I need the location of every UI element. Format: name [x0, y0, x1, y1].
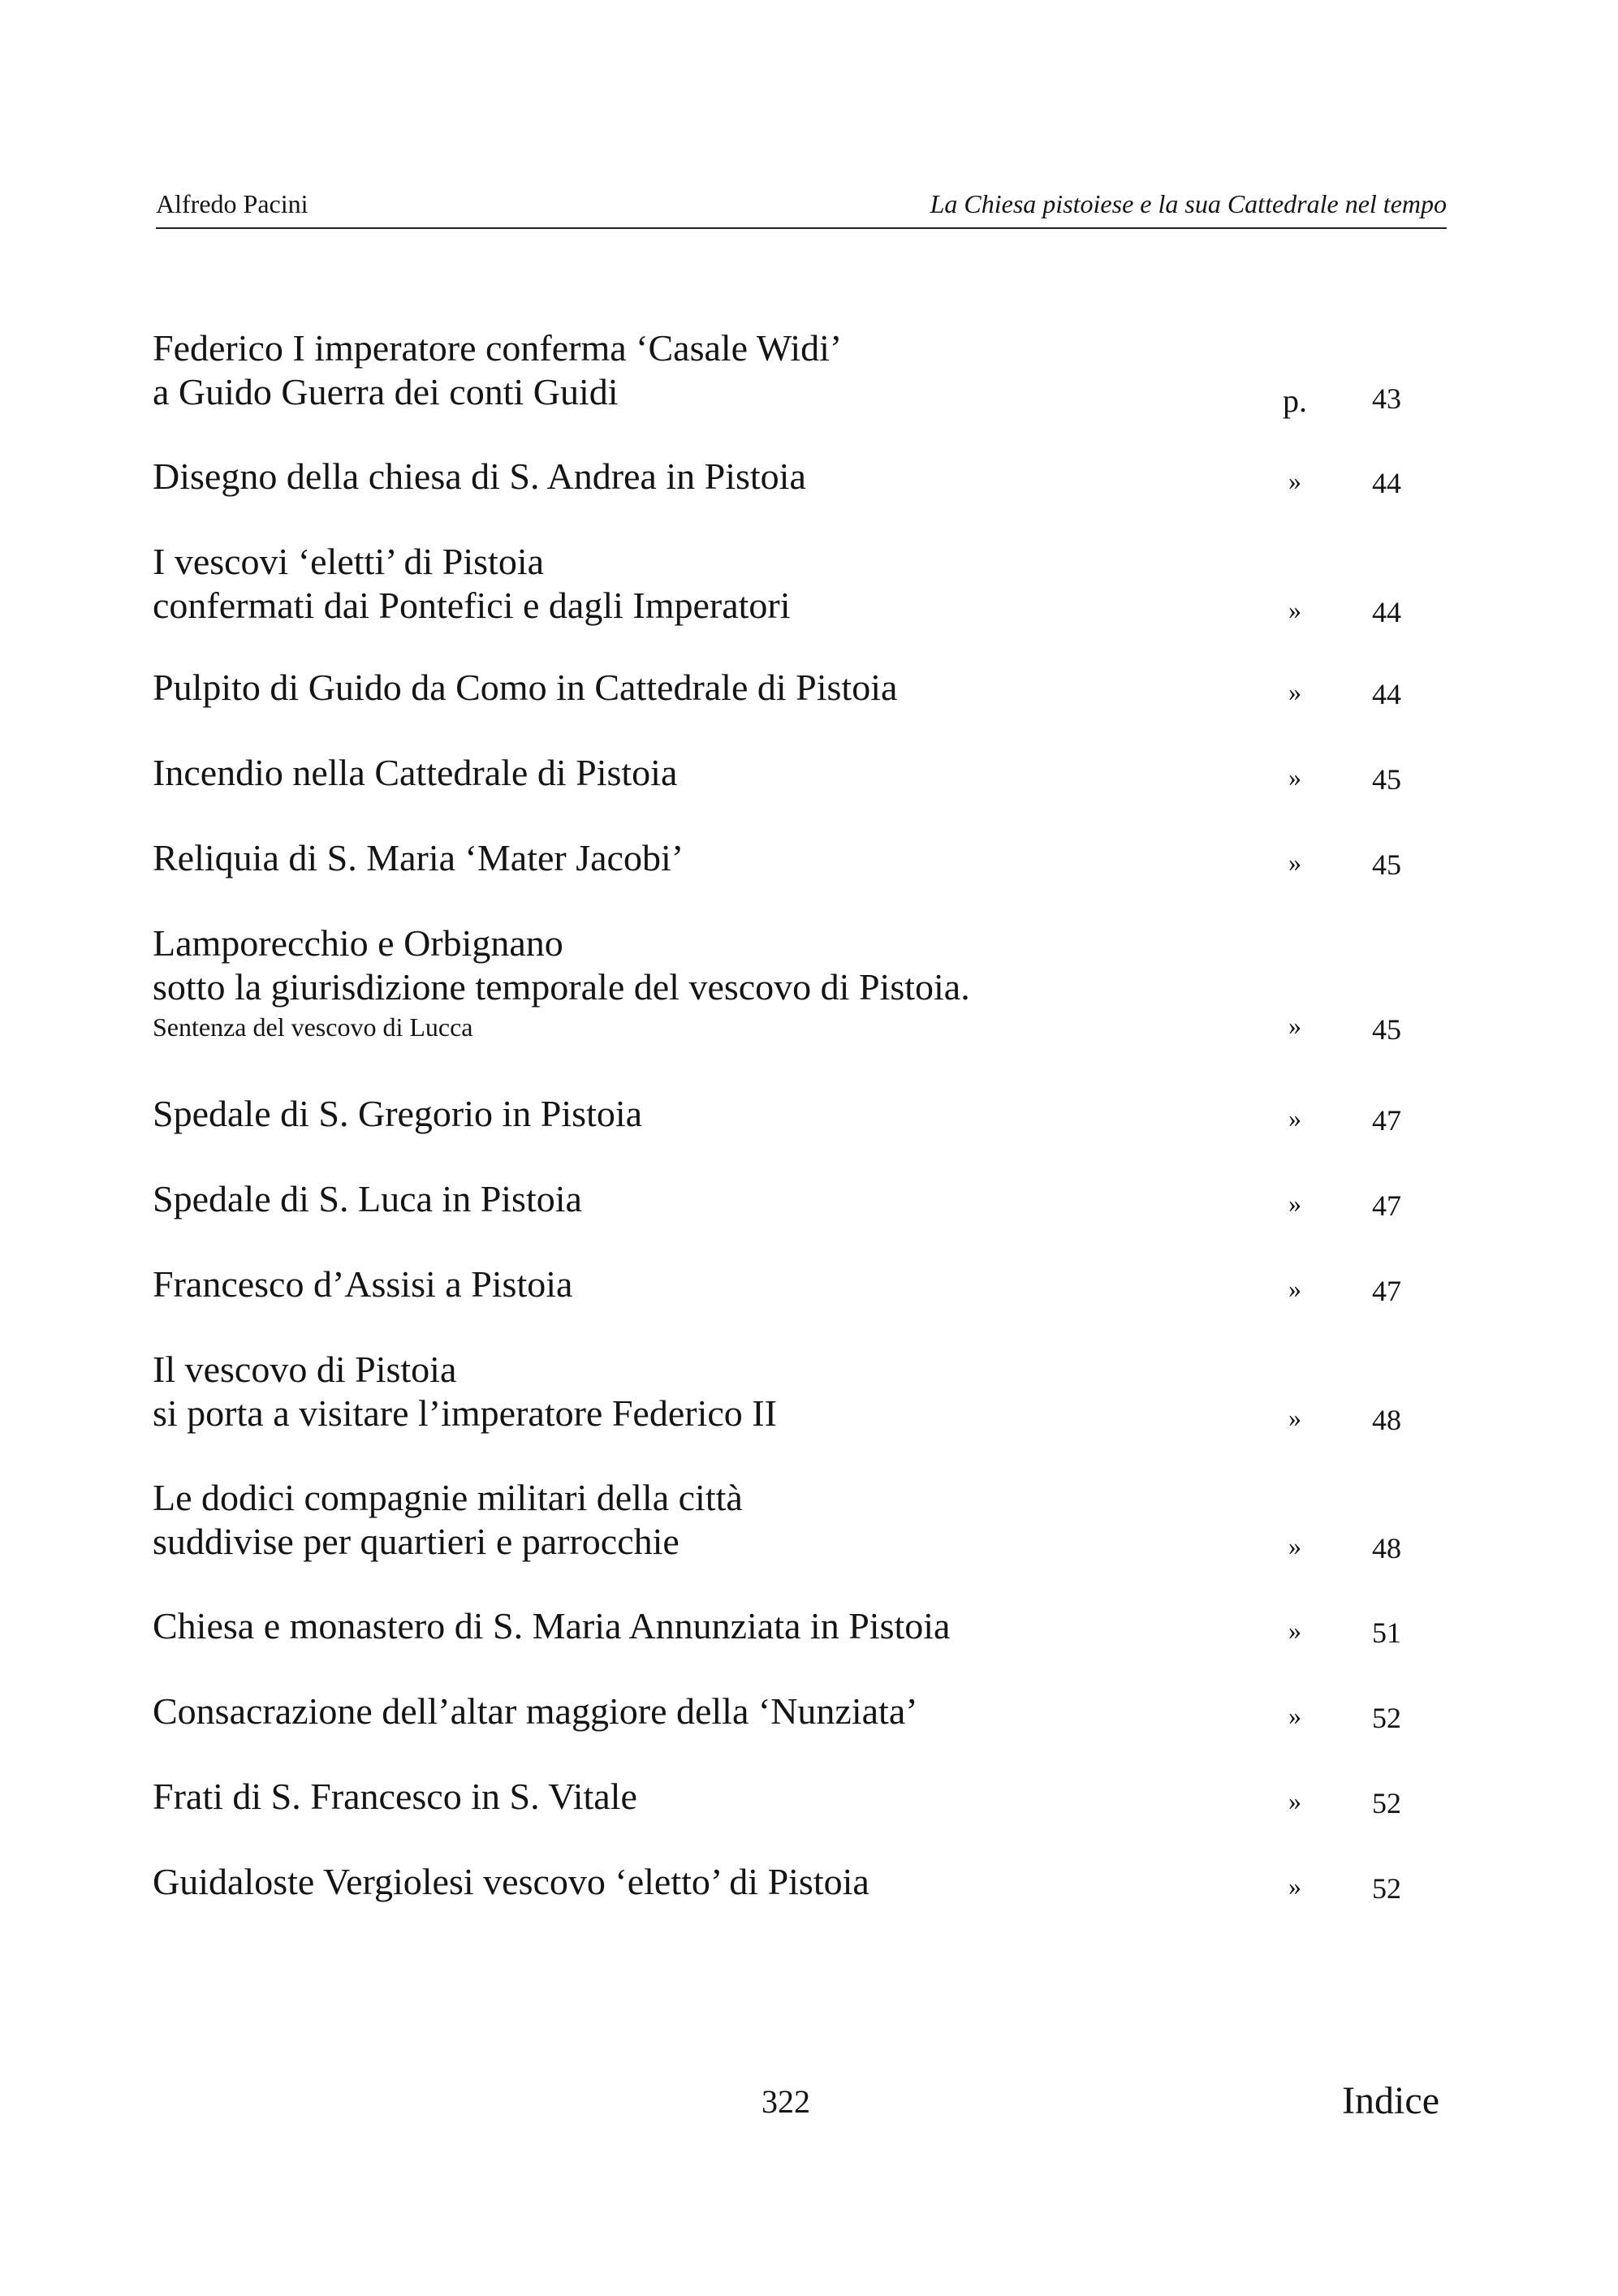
- index-entry-page-marker: »: [1288, 1189, 1301, 1218]
- index-entry-page-number: 47: [1372, 1189, 1401, 1222]
- index-entry-title: [153, 1177, 582, 1221]
- header-book-title: La Chiesa pistoiese e la sua Cattedrale nel tempo: [930, 189, 1447, 218]
- index-entry-page-number: 52: [1372, 1702, 1401, 1734]
- page-number: 322: [762, 2083, 810, 2120]
- index-entry-page-marker: p.: [1283, 382, 1307, 419]
- index-entry-page-number: 45: [1372, 763, 1401, 796]
- index-entry-page-number: 51: [1372, 1616, 1401, 1649]
- running-header: [156, 185, 1447, 229]
- index-entry-page-number: 45: [1372, 848, 1401, 881]
- section-name: Indice: [1342, 2079, 1439, 2122]
- header-author: Alfredo Pacini: [156, 189, 308, 218]
- index-entry-page-marker: »: [1288, 1786, 1301, 1815]
- index-entry-page-number: 48: [1372, 1404, 1401, 1436]
- index-entry-line: Lamporecchio e Orbignano: [153, 922, 563, 964]
- index-entry-line: Pulpito di Guido da Como in Cattedrale di Pistoia: [153, 667, 898, 708]
- index-entry-page-number: 44: [1372, 467, 1401, 499]
- index-entry-page-number: 52: [1372, 1872, 1401, 1905]
- index-entry-line: I vescovi ‘eletti’ di Pistoia: [153, 541, 545, 582]
- index-entry-title: [153, 1860, 869, 1904]
- index-entry-line: Spedale di S. Luca in Pistoia: [153, 1178, 582, 1219]
- index-entry-page-number: 44: [1372, 596, 1401, 628]
- index-entry-title: [153, 1690, 918, 1733]
- index-entry-title: [153, 1092, 642, 1136]
- index-entry-title: [153, 1604, 950, 1648]
- index-entry-page-marker: »: [1288, 848, 1301, 877]
- index-entry-line: Le dodici compagnie militari della città: [153, 1477, 743, 1518]
- index-entry-line: Reliquia di S. Maria ‘Mater Jacobi’: [153, 837, 684, 878]
- index-entry-title: [153, 455, 806, 498]
- index-entry-page-marker: »: [1288, 677, 1301, 706]
- index-entry-title: [153, 1348, 777, 1435]
- index-entry-line: Chiesa e monastero di S. Maria Annunziata in Pistoia: [153, 1605, 951, 1646]
- index-entry-line: suddivise per quartieri e parrocchie: [153, 1521, 680, 1562]
- index-entry-title: [153, 751, 677, 795]
- index-entry-line: a Guido Guerra dei conti Guidi: [153, 371, 619, 412]
- index-entry-title: [153, 836, 684, 880]
- index-entry-title: [153, 1262, 572, 1306]
- index-entry-line: Disegno della chiesa di S. Andrea in Pistoia: [153, 455, 806, 497]
- index-entry-line: Francesco d’Assisi a Pistoia: [153, 1263, 573, 1305]
- index-entry-line: Spedale di S. Gregorio in Pistoia: [153, 1093, 643, 1134]
- index-entry-page-marker: »: [1288, 1701, 1301, 1730]
- index-entry-page-number: 44: [1372, 678, 1401, 710]
- index-entry-page-marker: »: [1288, 1871, 1301, 1901]
- index-entry-page-marker: »: [1288, 1274, 1301, 1303]
- index-entry-line: Il vescovo di Pistoia: [153, 1349, 457, 1390]
- index-entry-page-marker: »: [1288, 595, 1301, 624]
- index-entry-page-number: 48: [1372, 1532, 1401, 1564]
- index-entry-title: [153, 1775, 637, 1819]
- index-entry-line: Guidaloste Vergiolesi vescovo ‘eletto’ di Pistoia: [153, 1861, 869, 1902]
- index-entry-title: [153, 540, 791, 628]
- index-entry-page-marker: »: [1288, 1531, 1301, 1560]
- index-entry-title: [153, 1476, 743, 1564]
- index-entry-line: confermati dai Pontefici e dagli Imperatori: [153, 585, 791, 626]
- index-entry-page-number: 52: [1372, 1787, 1401, 1819]
- index-entry-line: si porta a visitare l’imperatore Federico II: [153, 1392, 777, 1434]
- index-entry-title: [153, 666, 897, 710]
- index-entry-line: Federico I imperatore conferma ‘Casale Widi’: [153, 327, 843, 369]
- index-entry-title: [153, 921, 970, 1045]
- index-entry-page-number: 47: [1372, 1104, 1401, 1137]
- index-entry-page-marker: »: [1288, 762, 1301, 792]
- index-entry-line: Consacrazione dell’altar maggiore della ‘Nunziata’: [153, 1690, 918, 1732]
- index-entry-title: [153, 326, 842, 414]
- index-entry-line: Incendio nella Cattedrale di Pistoia: [153, 752, 678, 793]
- index-entry-page-marker: »: [1288, 1011, 1301, 1040]
- index-entry-page-number: 45: [1372, 1013, 1401, 1046]
- index-entry-line: sotto la giurisdizione temporale del vescovo di Pistoia.: [153, 966, 970, 1008]
- index-entry-page-marker: »: [1288, 1403, 1301, 1432]
- index-entry-page-number: 47: [1372, 1275, 1401, 1307]
- index-entry-page-marker: »: [1288, 466, 1301, 495]
- index-entry-subtitle: Sentenza del vescovo di Lucca: [153, 1012, 473, 1042]
- index-entry-page-number: 43: [1372, 382, 1401, 415]
- index-entry-line: Frati di S. Francesco in S. Vitale: [153, 1776, 637, 1817]
- index-entry-page-marker: »: [1288, 1616, 1301, 1645]
- index-entry-page-marker: »: [1288, 1103, 1301, 1133]
